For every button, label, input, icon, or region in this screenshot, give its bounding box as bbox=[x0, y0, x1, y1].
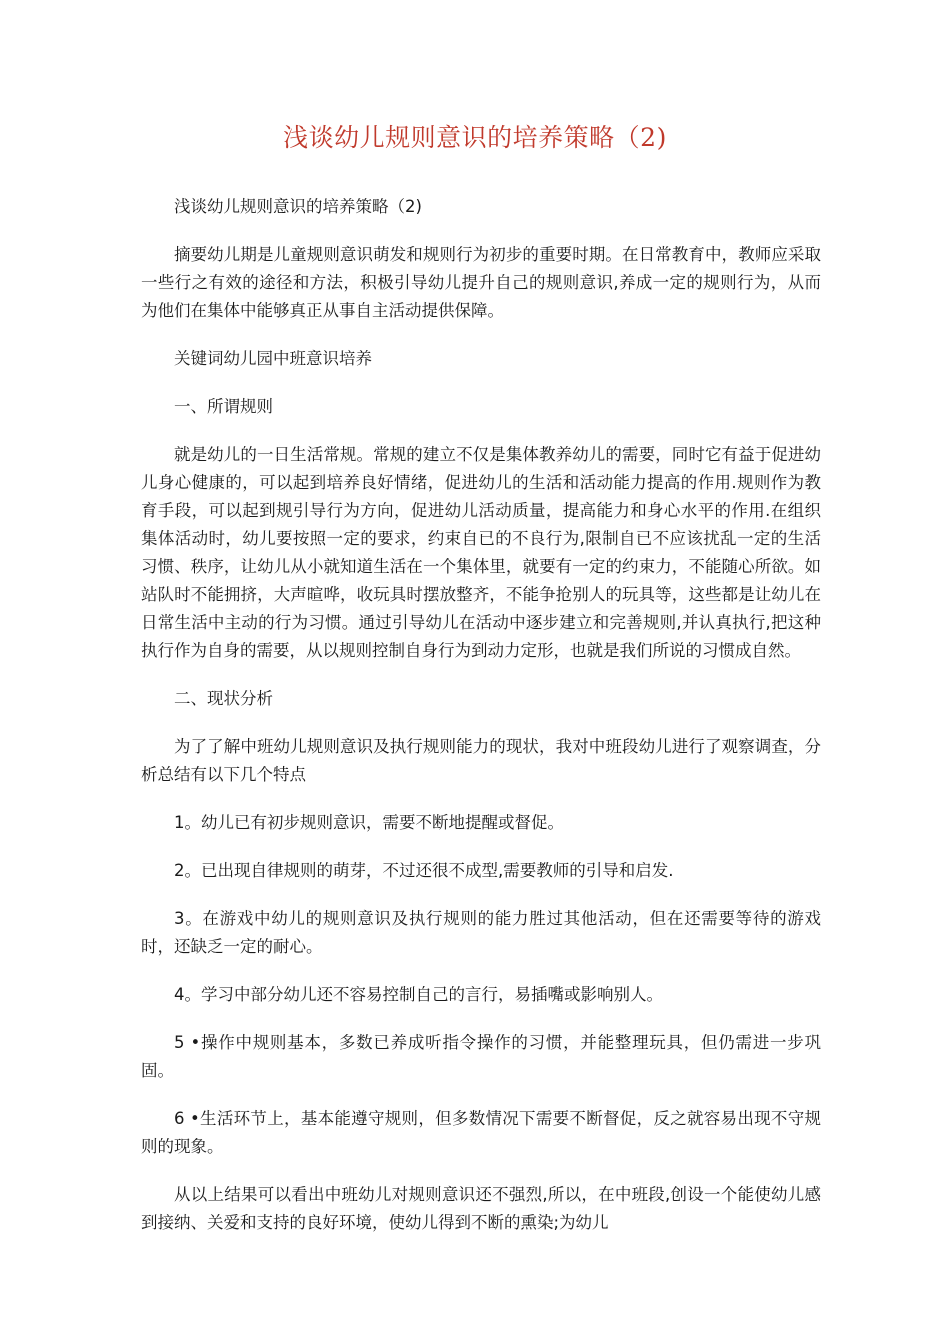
keywords-paragraph: 关键词幼儿园中班意识培养 bbox=[174, 349, 372, 368]
document-body bbox=[141, 193, 821, 1257]
document-title: 浅谈幼儿规则意识的培养策略（2) bbox=[283, 123, 667, 152]
body-paragraph: 就是幼儿的一日生活常规。常规的建立不仅是集体教养幼儿的需要，同时它有益于促进幼儿身心健康的，可以起到培养良好情绪，促进幼儿的生活和活动能力提高的作用.规则作为教育手段，可以起到规引导行为方向，促进幼儿活动质量，提高能力和身心水平的作用.在组织集体活动时，幼儿要按照一定的要求，约束自已的不良行为,限制自已不应该扰乱一定的生活习惯、秩序，让幼儿从小就知道生活在一个集体里，就要有一定的约束力，不能随心所欲。如站队时不能拥挤，大声暄哗，收玩具时摆放整齐，不能争抢别人的玩具等，这些都是让幼儿在日常生活中主动的行为习惯。通过引导幼儿在活动中逐步建立和完善规则,并认真执行,把这种执行作为自身的需要，从以规则控制自身行为到动力定形，也就是我们所说的习惯成自然。 bbox=[141, 445, 821, 660]
list-item: 4。学习中部分幼儿还不容易控制自己的言行，易插嘴或影响别人。 bbox=[174, 985, 663, 1004]
body-paragraph: 从以上结果可以看出中班幼儿对规则意识还不强烈,所以，在中班段,创设一个能使幼儿感到接纳、关爱和支持的良好环境，使幼儿得到不断的熏染;为幼儿 bbox=[141, 1185, 821, 1232]
section-heading-2: 二、现状分析 bbox=[174, 689, 273, 708]
list-item: 2。已出现自律规则的萌芽，不过还很不成型,需要教师的引导和启发. bbox=[174, 861, 674, 880]
list-item: 5 •操作中规则基本，多数已养成听指令操作的习惯，并能整理玩具，但仍需进一步巩固。 bbox=[141, 1033, 821, 1080]
body-paragraph: 为了了解中班幼儿规则意识及执行规则能力的现状，我对中班段幼儿进行了观察调查，分析总结有以下几个特点 bbox=[141, 737, 821, 784]
list-item: 1。幼儿已有初步规则意识，需要不断地提醒或督促。 bbox=[174, 813, 564, 832]
subtitle-paragraph: 浅谈幼儿规则意识的培养策略（2) bbox=[174, 197, 422, 216]
section-heading-1: 一、所谓规则 bbox=[174, 397, 273, 416]
list-item: 6 •生活环节上，基本能遵守规则，但多数情况下需要不断督促，反之就容易出现不守规则的现象。 bbox=[141, 1109, 821, 1156]
list-item: 3。在游戏中幼儿的规则意识及执行规则的能力胜过其他活动，但在还需要等待的游戏时，还缺乏一定的耐心。 bbox=[141, 909, 821, 956]
abstract-paragraph: 摘要幼儿期是儿童规则意识萌发和规则行为初步的重要时期。在日常教育中，教师应采取一些行之有效的途径和方法，积极引导幼儿提升自己的规则意识,养成一定的规则行为，从而为他们在集体中能够真正从事自主活动提供保障。 bbox=[141, 245, 821, 320]
